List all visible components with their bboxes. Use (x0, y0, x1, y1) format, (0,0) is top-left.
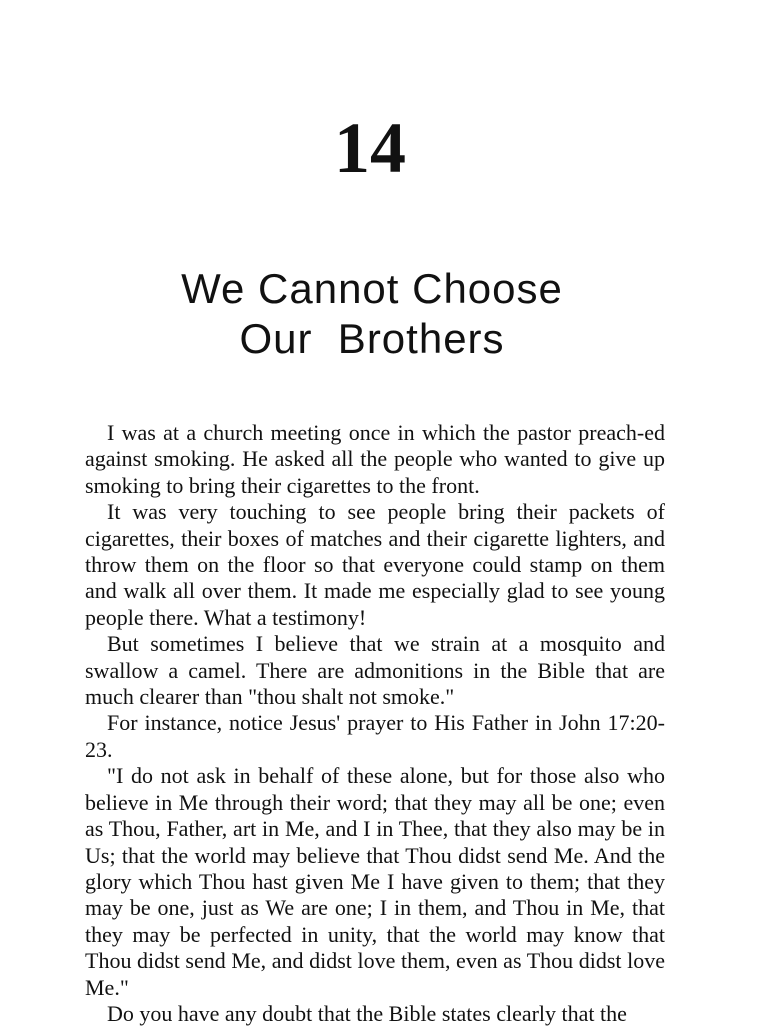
chapter-title-line-2: Our Brothers (239, 315, 505, 362)
paragraph: For instance, notice Jesus' prayer to His Father in John 17:20-23. (85, 710, 665, 762)
chapter-title (0, 264, 744, 364)
paragraph: "I do not ask in behalf of these alone, but for those also who believe in Me through their word; that they may all be one; even as Thou, Father, art in Me, and I in Thee, that they also may be in Us; that the world may believe that Thou didst send Me. And the glory which Thou hast given Me I have given to them; that they may be one, just as We are one; I in them, and Thou in Me, that they may be perfected in unity, that the world may know that Thou didst send Me, and didst love them, even as Thou didst love Me." (85, 763, 665, 1000)
chapter-body (85, 420, 665, 1027)
paragraph: It was very touching to see people bring their packets of cigarettes, their boxes of matches and their cigarette lighters, and throw them on the floor so that everyone could stamp on them and walk all over them. It made me especially glad to see young people there. What a testimony! (85, 499, 665, 630)
chapter-title-line-1: We Cannot Choose (181, 265, 563, 312)
chapter-number: 14 (334, 108, 406, 188)
paragraph: But sometimes I believe that we strain at a mosquito and swallow a camel. There are admonitions in the Bible that are much clearer than "thou shalt not smoke." (85, 631, 665, 710)
paragraph: I was at a church meeting once in which the pastor preach-ed against smoking. He asked all the people who wanted to give up smoking to bring their cigarettes to the front. (85, 420, 665, 498)
paragraph: Do you have any doubt that the Bible states clearly that the (107, 1000, 627, 1026)
